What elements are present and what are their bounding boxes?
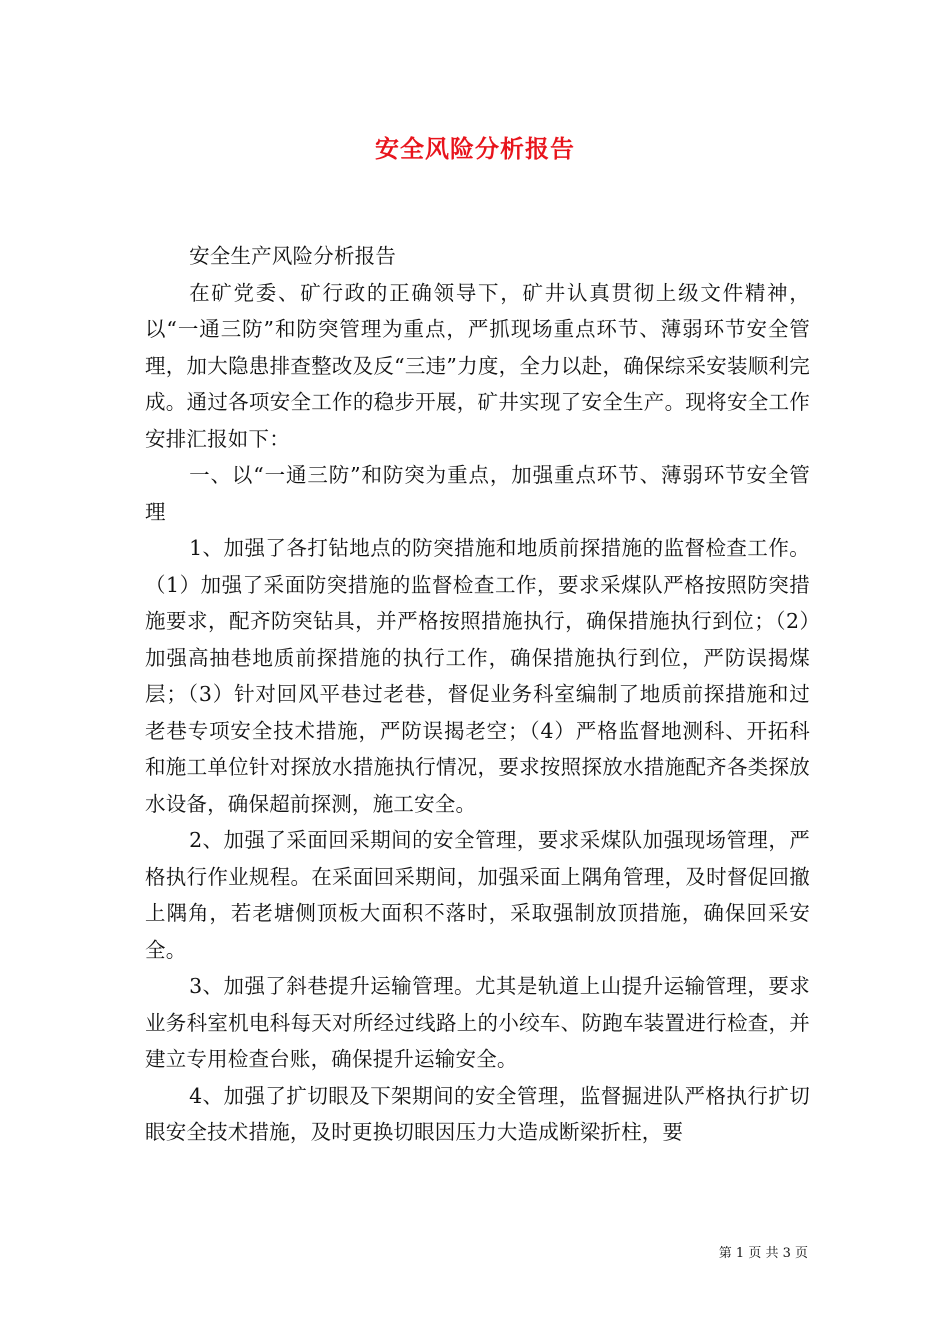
paragraph-subtitle: 安全生产风险分析报告 [189,244,397,268]
paragraph-item-4: 4、加强了扩切眼及下架期间的安全管理，监督掘进队严格执行扩切眼安全技术措施，及时更换切眼因压力大造成断梁折柱，要 [145,1083,810,1144]
paragraph-item-2: 2、加强了采面回采期间的安全管理，要求采煤队加强现场管理，严格执行作业规程。在采面回采期间，加强采面上隅角管理，及时督促回撤上隅角，若老塘侧顶板大面积不落时，采取强制放顶措施，确保回采安全。 [145,828,810,962]
document-body [145,238,810,1151]
page-number-footer: 第 1 页 共 3 页 [718,1246,808,1261]
paragraph-section-heading: 一、以“一通三防”和防突为重点，加强重点环节、薄弱环节安全管理 [145,463,810,524]
paragraph-item-3: 3、加强了斜巷提升运输管理。尤其是轨道上山提升运输管理，要求业务科室机电科每天对所经过线路上的小绞车、防跑车装置进行检查，并建立专用检查台账，确保提升运输安全。 [145,974,810,1071]
paragraph-item-1: 1、加强了各打钻地点的防突措施和地质前探措施的监督检查工作。（1）加强了采面防突措施的监督检查工作，要求采煤队严格按照防突措施要求，配齐防突钻具，并严格按照措施执行，确保措施执行到位；（2）加强高抽巷地质前探措施的执行工作，确保措施执行到位，严防误揭煤层；（3）针对回风平巷过老巷，督促业务科室编制了地质前探措施和过老巷专项安全技术措施，严防误揭老空；（4）严格监督地测科、开拓科和施工单位针对探放水措施执行情况，要求按照探放水措施配齐各类探放水设备，确保超前探测，施工安全。 [145,536,810,816]
paragraph-intro: 在矿党委、矿行政的正确领导下，矿井认真贯彻上级文件精神，以“一通三防”和防突管理为重点，严抓现场重点环节、薄弱环节安全管理，加大隐患排查整改及反“三违”力度，全力以赴，确保综采安装顺利完成。通过各项安全工作的稳步开展，矿井实现了安全生产。现将安全工作安排汇报如下： [145,280,810,451]
document-title: 安全风险分析报告 [375,134,575,163]
